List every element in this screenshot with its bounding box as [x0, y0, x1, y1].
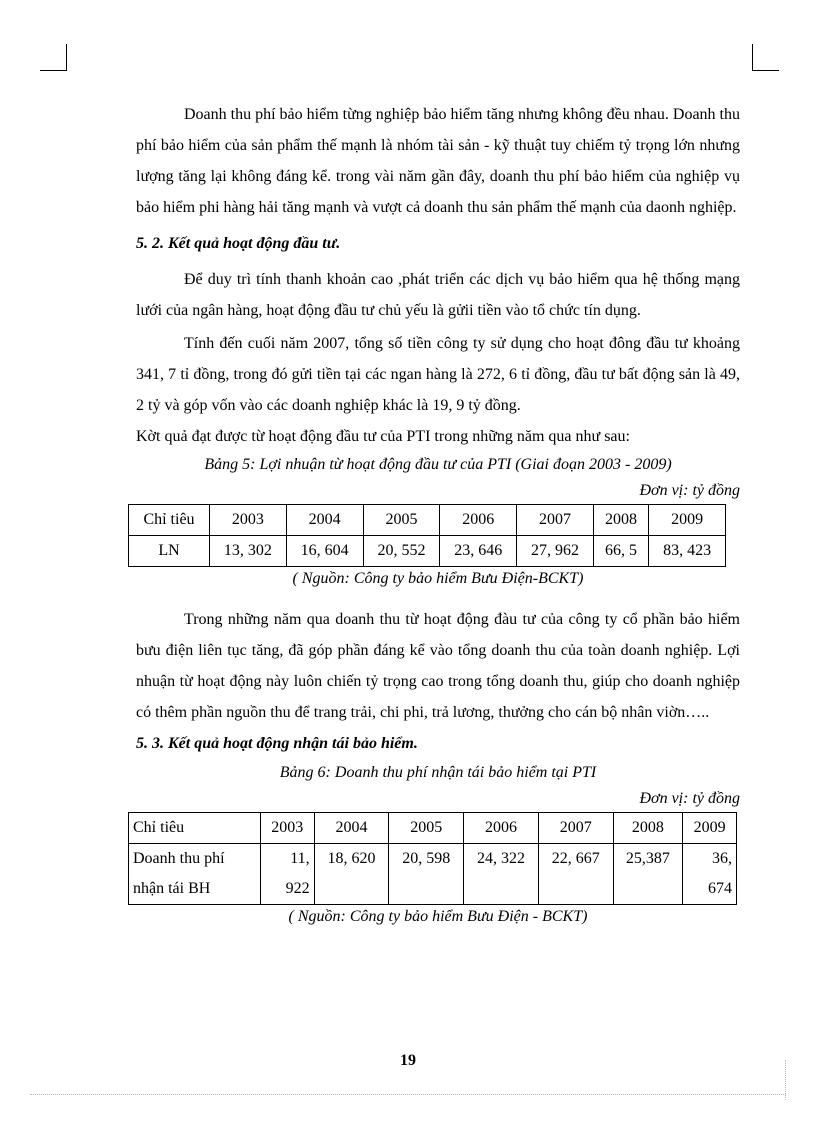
- table-cell: 2009: [683, 813, 737, 844]
- table-cell: 22, 667: [538, 844, 613, 905]
- table-cell: 20, 598: [389, 844, 464, 905]
- table-cell: 2007: [517, 505, 594, 536]
- table-cell: 2006: [464, 813, 539, 844]
- table-cell: 23, 646: [440, 536, 517, 567]
- table6-source: ( Nguồn: Công ty bảo hiểm Bưu Điện - BCKT): [288, 908, 588, 925]
- page-number: 19: [400, 1052, 416, 1069]
- table-cell-label: [129, 844, 261, 905]
- row-label-line: Doanh thu phí: [133, 850, 225, 867]
- table-cell: 2005: [389, 813, 464, 844]
- cell-line: 11,: [290, 850, 310, 867]
- cell-line: 922: [285, 880, 310, 897]
- table-cell: 2003: [260, 813, 314, 844]
- table-cell: 66, 5: [593, 536, 648, 567]
- table-cell: LN: [129, 536, 210, 567]
- table-cell: 27, 962: [517, 536, 594, 567]
- table5-caption: Bảng 5: Lợi nhuận từ hoạt động đầu tư của PTI (Giai đoạn 2003 - 2009): [204, 456, 672, 473]
- table-cell: [683, 844, 737, 905]
- table6: [128, 812, 737, 905]
- crop-mark-top-left: [40, 44, 67, 71]
- footer-rule: [30, 1094, 786, 1095]
- table6-unit: Đơn vị: tỷ đồng: [639, 790, 740, 807]
- table-cell: 2009: [649, 505, 726, 536]
- table-cell: Chỉ tiêu: [129, 505, 210, 536]
- paragraph-investment-growth: Trong những năm qua doanh thu từ hoạt động đàu tư của công ty cổ phần bảo hiểm bưu điện liên tục tăng, đã góp phần đáng kể vào tổng doanh thu của toàn doanh nghiệp. Lợi nhuận từ hoạt động này luôn chiến tỷ trọng cao trong tổng doanh thu, giúp cho doanh nghiệp có thêm phần nguồn thu để trang trải, chi phi, trả lương, thưởng cho cán bộ nhân viờn…..: [136, 611, 740, 721]
- table-row: [129, 536, 726, 567]
- cell-line: 36,: [712, 850, 732, 867]
- table6-caption: Bảng 6: Doanh thu phí nhận tái bảo hiểm tại PTI: [279, 764, 597, 781]
- paragraph-investment-2007: Tính đến cuối năm 2007, tổng số tiền công ty sử dụng cho hoạt đông đầu tư khoảng 341, 7 tỉ đồng, trong đó gửi tiền tại các ngan hàng là 272, 6 tỉ đồng, đầu tư bất động sản là 49, 2 tỷ và góp vốn vào các doanh nghiệp khác là 19, 9 tỷ đồng.: [136, 335, 740, 414]
- table-cell: [260, 844, 314, 905]
- page-content: [133, 99, 740, 929]
- section-heading-5-3: 5. 3. Kết quả hoạt động nhận tái bảo hiểm.: [136, 735, 418, 752]
- paragraph-liquidity: Để duy trì tính thanh khoản cao ,phát triển các dịch vụ bảo hiểm qua hệ thống mạng lưới của ngân hàng, hoạt động đầu tư chủ yếu là gửii tiền vào tổ chức tín dụng.: [136, 271, 740, 319]
- table5-source: ( Nguồn: Công ty bảo hiểm Bưu Điện-BCKT): [292, 570, 584, 587]
- table5: [128, 504, 726, 567]
- paragraph-revenue: Doanh thu phí bảo hiểm từng nghiệp bảo hiểm tăng nhưng không đều nhau. Doanh thu phí bảo hiểm của sản phẩm thế mạnh là nhóm tài sản - kỹ thuật tuy chiếm tỷ trọng lớn nhưng lượng tăng lại không đáng kể. trong vài năm gần đây, doanh thu phí bảo hiểm của nghiệp vụ bảo hiểm phi hàng hải tăng mạnh và vượt cả doanh thu sản phẩm thế mạnh của daonh nghiệp.: [136, 106, 740, 216]
- table-cell: Chỉ tiêu: [129, 813, 261, 844]
- table-cell: 16, 604: [286, 536, 363, 567]
- table-cell: 13, 302: [209, 536, 286, 567]
- table-cell: 18, 620: [314, 844, 389, 905]
- table-cell: 2004: [286, 505, 363, 536]
- row-label-line: nhận tái BH: [133, 880, 211, 897]
- crop-mark-top-right: [752, 44, 779, 71]
- table-header-row: [129, 505, 726, 536]
- table-cell: 2003: [209, 505, 286, 536]
- table-cell: 2008: [593, 505, 648, 536]
- table5-unit: Đơn vị: tỷ đồng: [639, 482, 740, 499]
- table-cell: 83, 423: [649, 536, 726, 567]
- table-row: [129, 844, 737, 905]
- table-cell: 2006: [440, 505, 517, 536]
- cell-line: 674: [708, 880, 732, 897]
- table-cell: 2007: [538, 813, 613, 844]
- paragraph-results-intro: Kờt quả đạt được từ hoạt động đầu tư của PTI trong những năm qua như sau:: [136, 428, 630, 445]
- table-cell: 2004: [314, 813, 389, 844]
- table-cell: 20, 552: [363, 536, 440, 567]
- section-heading-5-2: 5. 2. Kết quả hoạt động đầu tư.: [136, 235, 341, 252]
- table-cell: 24, 322: [464, 844, 539, 905]
- table-header-row: [129, 813, 737, 844]
- table-cell: 25,387: [613, 844, 683, 905]
- table-cell: 2008: [613, 813, 683, 844]
- table-cell: 2005: [363, 505, 440, 536]
